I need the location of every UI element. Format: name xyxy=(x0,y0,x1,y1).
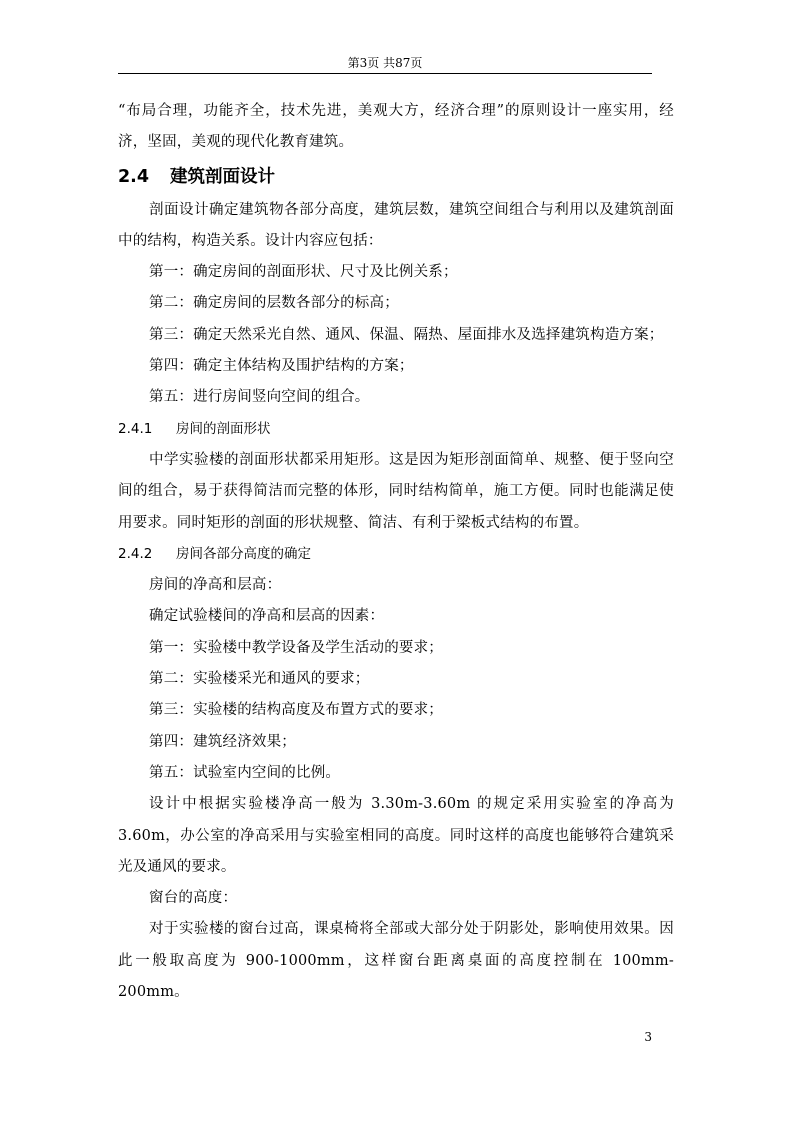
list-item: 第五：进行房间竖向空间的组合。 xyxy=(149,389,370,406)
paragraph-factors-label: 确定试验楼间的净高和层高的因素： xyxy=(149,608,385,625)
subsection-heading xyxy=(118,414,674,445)
header-rule xyxy=(118,73,652,74)
subsection-title: 房间的剖面形状 xyxy=(176,420,271,437)
paragraph-section-shape: 中学实验楼的剖面形状都采用矩形。这是因为矩形剖面简单、规整、便于竖向空间的组合，易于获得简洁而完整的体形，同时结构简单，施工方便。同时也能满足使用要求。同时矩形的剖面的形状规整、简洁、有利于梁板式结构的布置。 xyxy=(118,451,674,531)
list-item: 第一：实验楼中教学设备及学生活动的要求； xyxy=(149,639,443,656)
paragraph-window: 对于实验楼的窗台过高，课桌椅将全部或大部分处于阴影处，影响使用效果。因此一般取高度为 900-1000mm，这样窗台距离桌面的高度控制在 100mm-200mm。 xyxy=(118,921,674,1001)
list-item: 第二：确定房间的层数各部分的标高； xyxy=(149,295,399,312)
section-number: 2.4 xyxy=(118,166,150,187)
list-item: 第四：确定主体结构及围护结构的方案； xyxy=(149,358,414,375)
section-heading xyxy=(118,159,674,195)
page-header: 第3页 共87页 xyxy=(347,56,423,70)
list-item: 第五：试验室内空间的比例。 xyxy=(149,764,341,781)
list-item: 第二：实验楼采光和通风的要求； xyxy=(149,671,370,688)
list-item: 第三：实验楼的结构高度及布置方式的要求； xyxy=(149,702,443,719)
section-title: 建筑剖面设计 xyxy=(170,166,275,187)
document-body xyxy=(118,96,674,1008)
subsection-number: 2.4.1 xyxy=(118,420,153,437)
list-item: 第三：确定天然采光自然、通风、保温、隔热、屋面排水及选择建筑构造方案； xyxy=(149,326,664,343)
page-number: 3 xyxy=(644,1030,652,1044)
subsection-heading xyxy=(118,539,674,570)
paragraph-height-label: 房间的净高和层高： xyxy=(149,577,282,594)
subsection-title: 房间各部分高度的确定 xyxy=(176,545,311,562)
list-item: 第四：建筑经济效果； xyxy=(149,733,296,750)
paragraph-intro: “布局合理，功能齐全，技术先进，美观大方，经济合理”的原则设计一座实用，经济，坚固，美观的现代化教育建筑。 xyxy=(118,103,674,151)
paragraph-window-label: 窗台的高度： xyxy=(149,890,238,907)
paragraph-section: 剖面设计确定建筑物各部分高度，建筑层数，建筑空间组合与利用以及建筑剖面中的结构，构造关系。设计内容应包括： xyxy=(118,201,674,249)
paragraph-clear-height: 设计中根据实验楼净高一般为 3.30m-3.60m 的规定采用实验室的净高为 3.60m，办公室的净高采用与实验室相同的高度。同时这样的高度也能够符合建筑采光及通风的要求。 xyxy=(118,796,674,875)
subsection-number: 2.4.2 xyxy=(118,545,153,562)
list-item: 第一：确定房间的剖面形状、尺寸及比例关系； xyxy=(149,264,458,281)
